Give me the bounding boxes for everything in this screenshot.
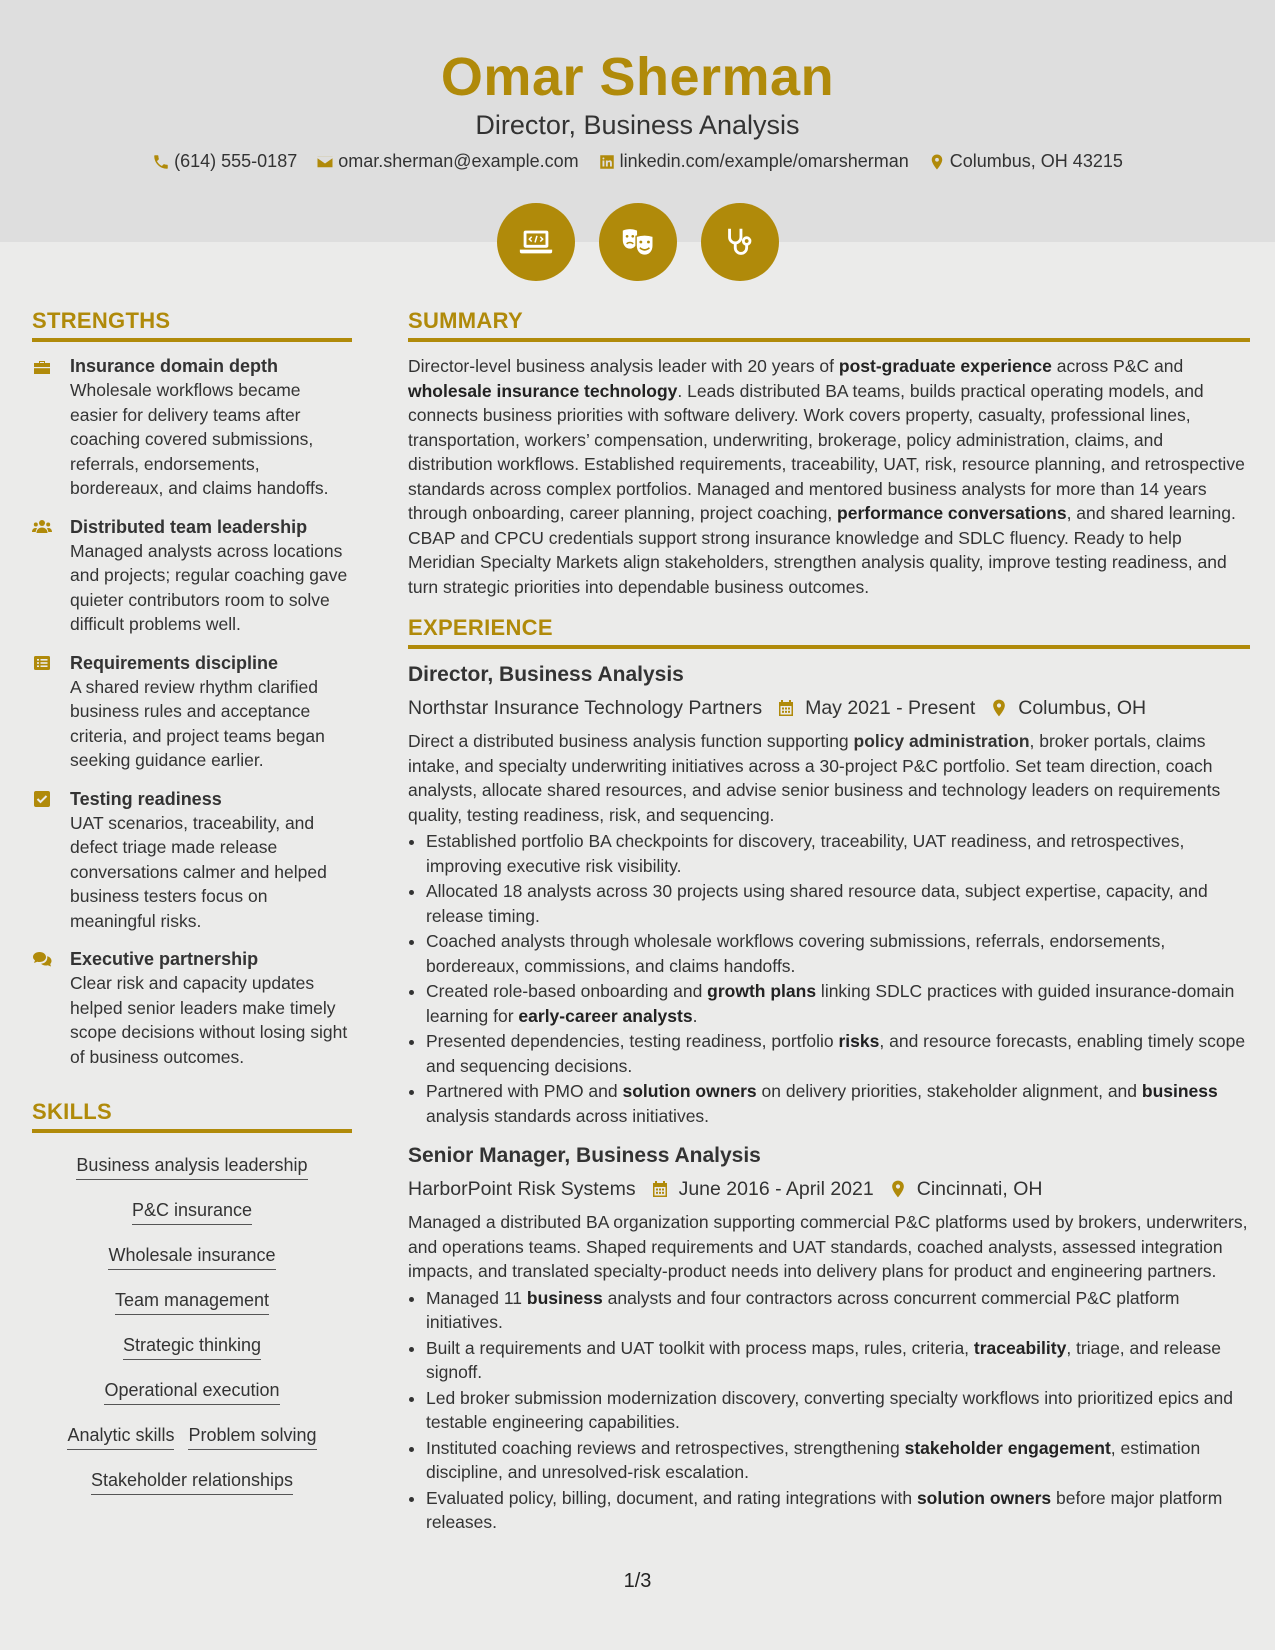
interest-medicine	[701, 203, 779, 281]
strength-icon-wrap	[32, 651, 70, 773]
job-bullet: • Coached analysts through wholesale workflows covering submissions, referrals, endorsements, bordereaux, commissions, and claims handoffs.	[426, 929, 1250, 978]
contact-location	[928, 151, 1123, 172]
strengths-list	[32, 354, 352, 1069]
skill-row	[32, 1194, 352, 1239]
strength-desc: Clear risk and capacity updates helped senior leaders make timely scope decisions without losing sight of business outcomes.	[70, 973, 348, 1067]
users-icon	[32, 518, 52, 536]
email-text[interactable]: omar.sherman@example.com	[338, 151, 579, 171]
skill-tag: Analytic skills	[67, 1425, 174, 1450]
list-icon	[32, 654, 52, 672]
job-entry	[408, 1142, 1250, 1535]
job-bullet: • Led broker submission modernization discovery, converting specialty workflows into prioritized epics and testable engineering capabilities.	[426, 1386, 1250, 1435]
job-bullet: • Evaluated policy, billing, document, and rating integrations with solution owners before major platform releases.	[426, 1486, 1250, 1535]
check-square-icon	[32, 790, 52, 808]
job-bullet: • Managed 11 business analysts and four contractors across concurrent commercial P&C platform initiatives.	[426, 1286, 1250, 1335]
calendar-icon	[650, 1179, 670, 1199]
job-dates: May 2021 - Present	[805, 697, 976, 719]
strength-title: Requirements discipline	[70, 652, 279, 673]
theater-masks-icon	[619, 223, 657, 261]
skill-row	[32, 1329, 352, 1374]
experience-list	[408, 661, 1250, 1535]
skill-row	[32, 1239, 352, 1284]
strength-title: Insurance domain depth	[70, 356, 279, 376]
summary-text: Director-level business analysis leader with 20 years of post-graduate experience across P&C and wholesale insurance technology. Leads distributed BA teams, builds practical operating models, and connects business priorities with software delivery. Work covers property, casualty, professional lines, transportation, workers’ compensation, underwriting, brokerage, policy administration, claims, and distribution workflows. Established requirements, traceability, UAT, risk, resource planning, and retrospective standards across complex portfolios. Managed and mentored business analysts for more than 14 years through onboarding, career planning, project coaching, performance conversations, and shared learning. CBAP and CPCU credentials support strong insurance knowledge and SDLC fluency. Ready to help Meridian Specialty Markets align stakeholders, strengthen analysis quality, improve testing readiness, and turn strategic priorities into dependable business outcomes.	[408, 356, 1245, 597]
linkedin-icon	[598, 153, 616, 171]
strength-title: Distributed team leadership	[70, 516, 308, 537]
job-meta	[408, 1176, 1250, 1202]
contact-linkedin[interactable]	[598, 151, 909, 172]
job-description: Direct a distributed business analysis function supporting policy administration, broker portals, claims intake, and specialty underwriting initiatives across a 30-project P&C portfolio. Set team direction, coach analysts, allocate shared resources, and advise senior business and technology leaders on requirements quality, testing readiness, risk, and sequencing.	[408, 731, 1221, 825]
experience-heading: EXPERIENCE	[408, 615, 1250, 649]
skills-heading: SKILLS	[32, 1099, 352, 1133]
skill-tag: Team management	[115, 1290, 269, 1315]
job-title: Director, Business Analysis	[408, 663, 684, 686]
stethoscope-icon	[721, 223, 759, 261]
job-bullet: • Presented dependencies, testing readiness, portfolio risks, and resource forecasts, enabling timely scope and sequencing decisions.	[426, 1029, 1250, 1078]
strength-desc: Managed analysts across locations and projects; regular coaching gave quieter contributors room to solve difficult problems well.	[70, 540, 348, 634]
skill-tag: Problem solving	[188, 1425, 316, 1450]
job-company: Northstar Insurance Technology Partners	[408, 697, 763, 719]
skill-row	[32, 1374, 352, 1419]
skill-tag: Wholesale insurance	[108, 1245, 275, 1270]
location-text: Columbus, OH 43215	[949, 151, 1123, 171]
strength-title: Executive partnership	[70, 949, 259, 969]
left-column	[32, 308, 352, 1509]
interest-laptop	[497, 203, 575, 281]
interest-theater	[599, 203, 677, 281]
strength-icon-wrap	[32, 947, 70, 1069]
strength-desc: UAT scenarios, traceability, and defect triage made release conversations calmer and helped business testers focus on meaningful risks.	[70, 812, 327, 931]
job-bullet: • Built a requirements and UAT toolkit with process maps, rules, criteria, traceability, triage, and release signoff.	[426, 1336, 1250, 1385]
candidate-name: Omar Sherman	[440, 47, 835, 107]
strength-item	[32, 651, 352, 773]
phone-text: (614) 555-0187	[174, 151, 298, 171]
strength-body	[70, 354, 352, 501]
envelope-icon	[316, 153, 334, 171]
job-bullet: • Allocated 18 analysts across 30 projects using shared resource data, subject expertise, capacity, and release timing.	[426, 879, 1250, 928]
contact-email[interactable]	[316, 151, 578, 172]
resume-header	[0, 0, 1275, 242]
job-bullet: • Partnered with PMO and solution owners on delivery priorities, stakeholder alignment, and business analysis standards across initiatives.	[426, 1079, 1250, 1128]
strength-icon-wrap	[32, 354, 70, 501]
job-meta	[408, 695, 1250, 721]
interest-icons	[0, 203, 1275, 281]
strength-desc: Wholesale workflows became easier for delivery teams after coaching covered submissions, referrals, endorsements, bordereaux, and claims handoffs.	[70, 380, 329, 498]
map-marker-icon	[888, 1179, 908, 1199]
job-bullet: • Instituted coaching reviews and retrospectives, strengthening stakeholder engagement, estimation discipline, and unresolved-risk escalation.	[426, 1436, 1250, 1485]
strength-desc: A shared review rhythm clarified business rules and acceptance criteria, and project teams began seeking guidance earlier.	[70, 676, 325, 770]
strength-title: Testing readiness	[70, 788, 222, 809]
job-description: Managed a distributed BA organization supporting commercial P&C platforms used by brokers, underwriters, and operations teams. Shaped requirements and UAT standards, coached analysts, assessed integration impacts, and translated specialty-product needs into delivery plans for product and engineering partners.	[408, 1212, 1248, 1281]
summary-heading: SUMMARY	[408, 308, 1250, 342]
job-entry	[408, 661, 1250, 1128]
skill-row	[32, 1149, 352, 1194]
skill-tag: Stakeholder relationships	[91, 1470, 293, 1495]
job-company: HarborPoint Risk Systems	[408, 1178, 636, 1200]
linkedin-text[interactable]: linkedin.com/example/omarsherman	[619, 151, 909, 171]
contact-phone	[152, 151, 297, 172]
comments-icon	[32, 950, 52, 968]
phone-icon	[152, 153, 170, 171]
map-marker-icon	[928, 153, 946, 171]
strength-item	[32, 947, 352, 1069]
strength-icon-wrap	[32, 787, 70, 934]
job-bullet: • Established portfolio BA checkpoints for discovery, traceability, UAT readiness, and retrospectives, improving executive risk visibility.	[426, 829, 1250, 878]
job-location: Columbus, OH	[1018, 697, 1147, 719]
job-dates: June 2016 - April 2021	[678, 1178, 874, 1200]
skill-tag: Business analysis leadership	[76, 1155, 307, 1180]
skill-tag: Operational execution	[104, 1380, 279, 1405]
job-title: Senior Manager, Business Analysis	[408, 1144, 761, 1167]
strength-item	[32, 787, 352, 934]
skills-section	[32, 1099, 352, 1509]
strength-item	[32, 354, 352, 501]
strength-body	[70, 947, 352, 1069]
candidate-title: Director, Business Analysis	[475, 110, 800, 140]
job-bullets	[408, 829, 1250, 1128]
right-column	[408, 308, 1250, 1536]
skill-list	[32, 1145, 352, 1509]
contact-line	[0, 151, 1275, 176]
calendar-icon	[776, 698, 796, 718]
skill-row	[32, 1464, 352, 1509]
strengths-heading: STRENGTHS	[32, 308, 352, 342]
skill-tag: P&C insurance	[132, 1200, 252, 1225]
strength-body	[70, 651, 352, 773]
strength-body	[70, 515, 352, 637]
page-number: 1/3	[623, 1570, 652, 1592]
skill-row	[32, 1419, 352, 1464]
job-bullets	[408, 1286, 1250, 1535]
strength-item	[32, 515, 352, 637]
map-marker-icon	[989, 698, 1009, 718]
strength-body	[70, 787, 352, 934]
skill-tag: Strategic thinking	[123, 1335, 261, 1360]
laptop-code-icon	[517, 223, 555, 261]
job-location: Cincinnati, OH	[916, 1178, 1043, 1200]
strength-icon-wrap	[32, 515, 70, 637]
skill-row	[32, 1284, 352, 1329]
briefcase-icon	[32, 357, 52, 375]
job-bullet: • Created role-based onboarding and growth plans linking SDLC practices with guided insurance-domain learning for early-career analysts.	[426, 979, 1250, 1028]
